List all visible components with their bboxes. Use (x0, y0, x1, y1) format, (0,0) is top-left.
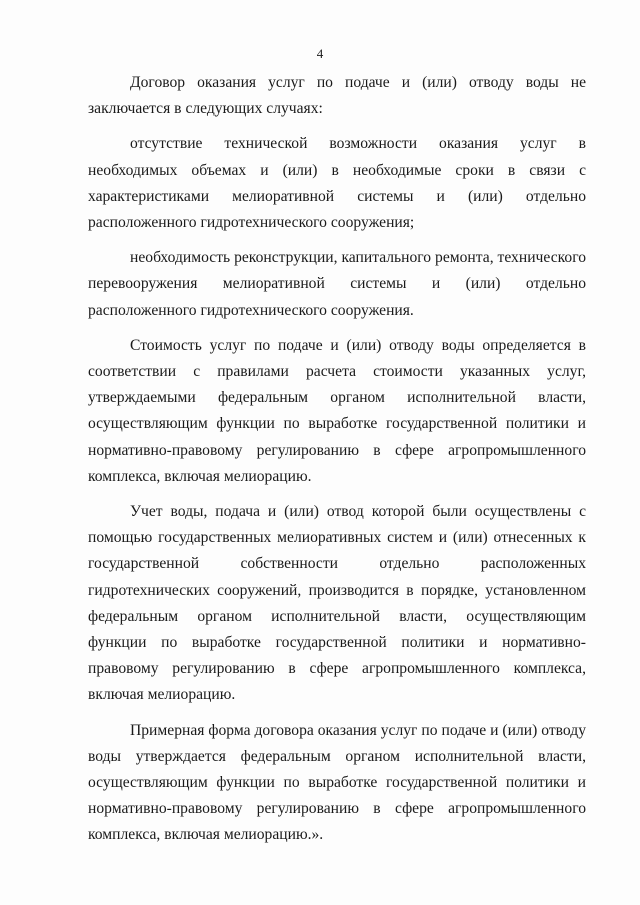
paragraph-contract-refusal: Договор оказания услуг по подаче и (или) отводу воды не заключается в следующих случаях: (88, 74, 586, 118)
document-body (88, 70, 586, 849)
paragraph-service-cost: Стоимость услуг по подаче и (или) отводу воды определяется в соответствии с правилами расчета стоимости указанных услуг, утверждаемыми федеральным органом исполнительной власти, осуществляющим функции по выработке государственной политики и нормативно-правовому регулированию в сфере агропромышленного комплекса, включая мелиорацию. (88, 336, 586, 485)
paragraph-water-accounting: Учет воды, подача и (или) отвод которой были осуществлены с помощью государственных мелиоративных систем и (или) отнесенных к государственной собственности отдельно расположенных гидротехнических сооружений, производится в порядке, установленном федеральным органом исполнительной власти, осуществляющим функции по выработке государственной политики и нормативно-правовому регулированию в сфере агропромышленного комплекса, включая мелиорацию. (88, 503, 586, 704)
page-number: 4 (316, 46, 324, 61)
paragraph-no-technical-capacity: отсутствие технической возможности оказания услуг в необходимых объемах и (или) в необходимые сроки в связи с характеристиками мелиоративной системы и (или) отдельно расположенного гидротехнического сооружения; (88, 135, 586, 232)
paragraph-contract-form: Примерная форма договора оказания услуг по подаче и (или) отводу воды утверждается федеральным органом исполнительной власти, осуществляющим функции по выработке государственной политики и нормативно-правовому регулированию в сфере агропромышленного комплекса, включая мелиорацию.». (88, 721, 586, 844)
paragraph-reconstruction-need: необходимость реконструкции, капитального ремонта, технического перевооружения мелиоративной системы и (или) отдельно расположенного гидротехнического сооружения. (88, 249, 586, 319)
